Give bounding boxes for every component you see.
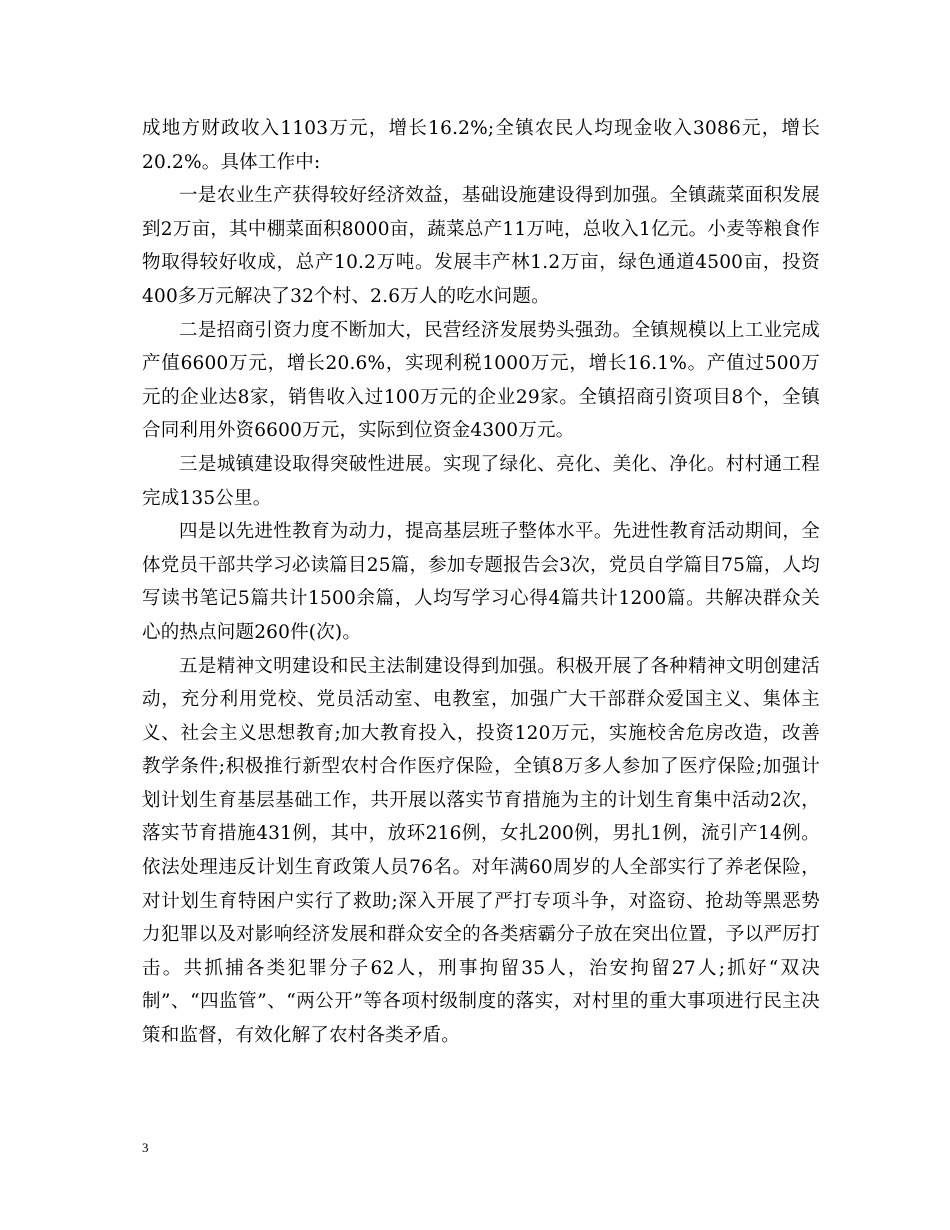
paragraph-education: 四是以先进性教育为动力，提高基层班子整体水平。先进性教育活动期间，全体党员干部共学习必读篇目25篇，参加专题报告会3次，党员自学篇目75篇，人均写读书笔记5篇共计1500余篇，人均写学习心得4篇共计1200篇。共解决群众关心的热点问题260件(次)。 <box>142 521 820 643</box>
paragraph-revenue-summary: 成地方财政收入1103万元，增长16.2%;全镇农民人均现金收入3086元，增长20.2%。具体工作中: <box>142 118 820 173</box>
paragraph-civilization-legal: 五是精神文明建设和民主法制建设得到加强。积极开展了各种精神文明创建活动，充分利用党校、党员活动室、电教室，加强广大干部群众爱国主义、集体主义、社会主义思想教育;加大教育投入，投资120万元，实施校舍危房改造，改善教学条件;积极推行新型农村合作医疗保险，全镇8万多人参加了医疗保险;加强计划计划生育基层基础工作，共开展以落实节育措施为主的计划生育集中活动2次，落实节育措施431例，其中，放环216例，女扎200例，男扎1例，流引产14例。依法处理违反计划生育政策人员76名。对年满60周岁的人全部实行了养老保险，对计划生育特困户实行了救助;深入开展了严打专项斗争，对盗窃、抢劫等黑恶势力犯罪以及对影响经济发展和群众安全的各类痞霸分子放在突出位置，予以严厉打击。共抓捕各类犯罪分子62人，刑事拘留35人，治安拘留27人;抓好“双决制”、“四监管”、“两公开”等各项村级制度的落实，对村里的重大事项进行民主决策和监督，有效化解了农村各类矛盾。 <box>142 655 820 1047</box>
paragraph-town-construction: 三是城镇建设取得突破性进展。实现了绿化、亮化、美化、净化。村村通工程完成135公里。 <box>142 453 820 509</box>
paragraph-agriculture: 一是农业生产获得较好经济效益，基础设施建设得到加强。全镇蔬菜面积发展到2万亩，其中棚菜面积8000亩，蔬菜总产11万吨，总收入1亿元。小麦等粮食作物取得较好收成，总产10.2万吨。发展丰产林1.2万亩，绿色通道4500亩，投资400多万元解决了32个村、2.6万人的吃水问题。 <box>142 185 820 307</box>
paragraph-investment: 二是招商引资力度不断加大，民营经济发展势头强劲。全镇规模以上工业完成产值6600万元，增长20.6%，实现利税1000万元，增长16.1%。产值过500万元的企业达8家，销售收入过100万元的企业29家。全镇招商引资项目8个，全镇合同利用外资6600万元，实际到位资金4300万元。 <box>142 319 820 442</box>
body-text <box>142 112 820 1053</box>
page-number: 3 <box>142 1140 149 1155</box>
